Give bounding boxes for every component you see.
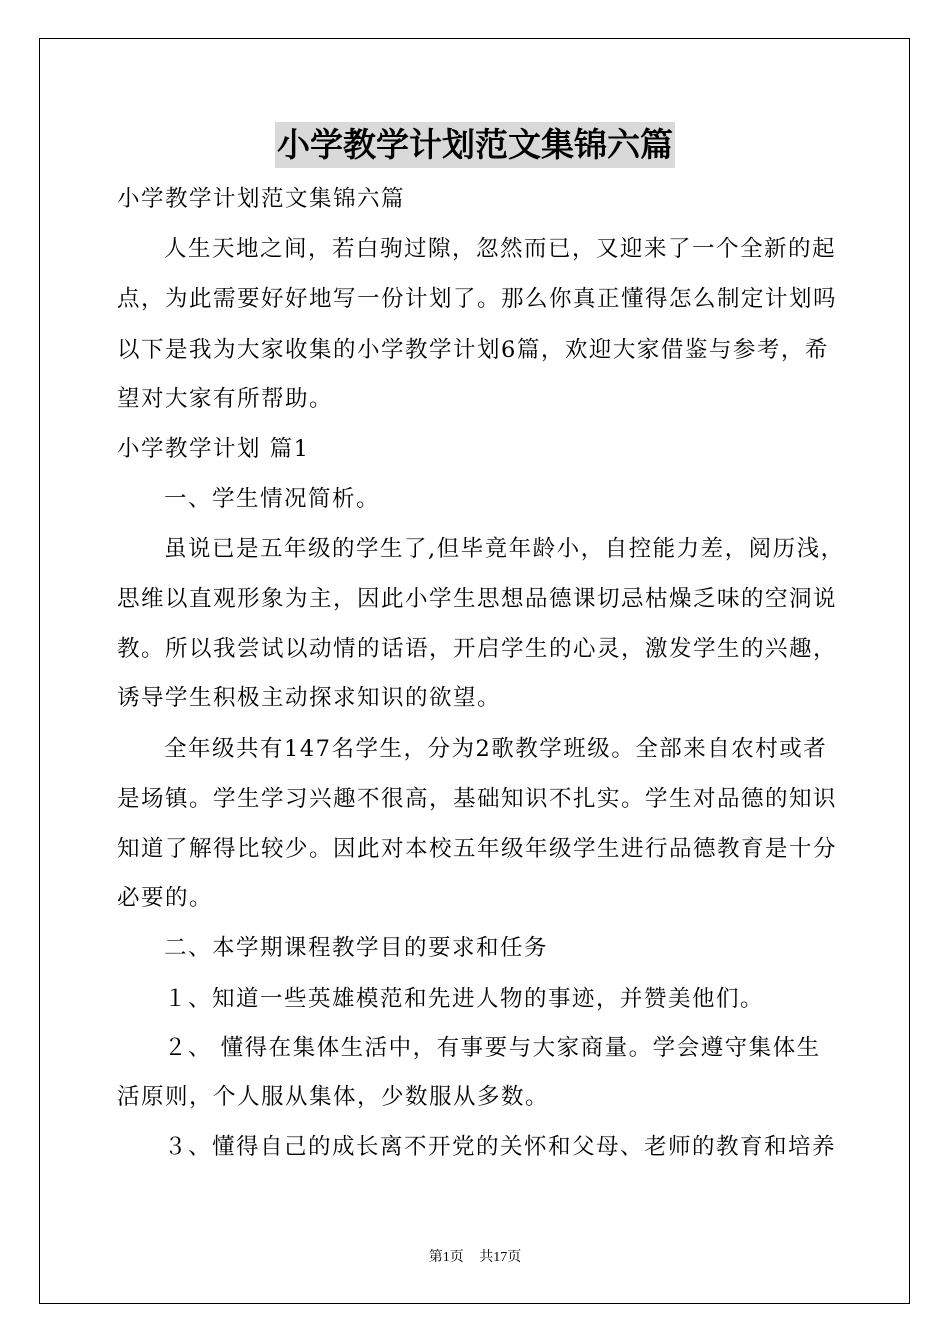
section-heading: 小学教学计划 篇1 (117, 436, 310, 462)
text-line: 虽说已是五年级的学生了,但毕竟年龄小，自控能力差，阅历浅， (164, 536, 845, 562)
text-line: 全年级共有147名学生，分为2歌教学班级。全部来自农村或者 (164, 736, 828, 762)
page-total: 共17页 (479, 1250, 522, 1265)
text-line: 诱导学生积极主动探求知识的欲望。 (117, 685, 502, 711)
text-line: 二、本学期课程教学目的要求和任务 (164, 935, 549, 961)
text-line: 一、学生情况简析。 (164, 486, 381, 512)
text-line: 知道了解得比较少。因此对本校五年级年级学生进行品德教育是十分 (117, 836, 838, 862)
text-line: 小学教学计划范文集锦六篇 (117, 186, 406, 212)
text-line: 人生天地之间，若白驹过隙，忽然而已，又迎来了一个全新的起 (164, 236, 837, 262)
page-footer (0, 1246, 950, 1266)
text-line: ３、懂得自己的成长离不开党的关怀和父母、老师的教育和培养 (164, 1134, 837, 1160)
text-line: 思维以直观形象为主，因此小学生思想品德课切忌枯燥乏味的空洞说 (117, 586, 838, 612)
text-line: 以下是我为大家收集的小学教学计划6篇，欢迎大家借鉴与参考，希 (117, 337, 829, 363)
text-line: 是场镇。学生学习兴趣不很高，基础知识不扎实。学生对品德的知识 (117, 786, 838, 812)
text-line: 点，为此需要好好地写一份计划了。那么你真正懂得怎么制定计划吗 (117, 286, 838, 312)
text-line: 教。所以我尝试以动情的话语，开启学生的心灵，激发学生的兴趣， (117, 636, 838, 662)
text-line: 活原则，个人服从集体，少数服从多数。 (117, 1084, 550, 1110)
text-line: ２、 懂得在集体生活中，有事要与大家商量。学会遵守集体生 (164, 1035, 821, 1061)
title-container (0, 122, 950, 168)
text-line: 必要的。 (117, 885, 214, 911)
text-line: １、知道一些英雄模范和先进人物的事迹，并赞美他们。 (164, 986, 765, 1012)
page-number: 第1页 (428, 1250, 464, 1265)
document-title: 小学教学计划范文集锦六篇 (275, 122, 675, 168)
text-line: 望对大家有所帮助。 (117, 386, 334, 412)
page-border (39, 38, 910, 1304)
